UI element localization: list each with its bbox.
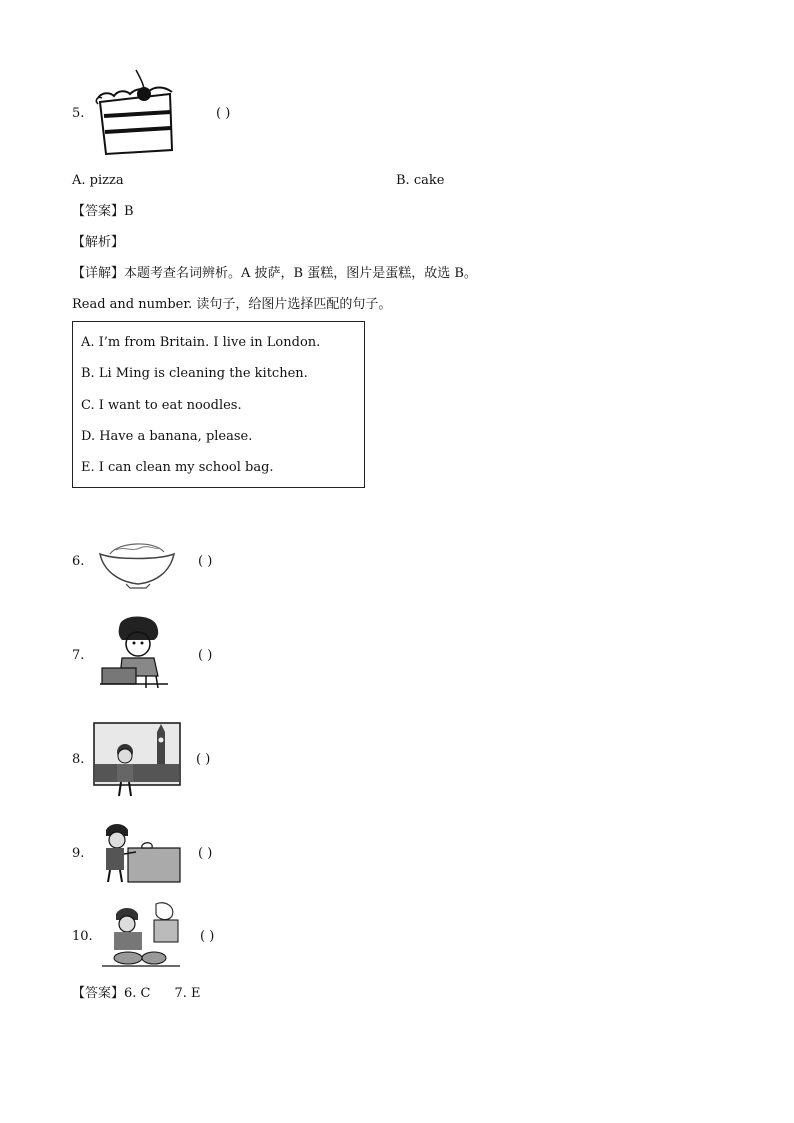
question-9-number: 9. xyxy=(72,846,85,861)
question-6-number: 6. xyxy=(72,554,85,569)
answer-value: B xyxy=(124,204,134,219)
cake-icon xyxy=(92,68,176,156)
answer-6: 6. C xyxy=(124,986,151,1001)
question-8-answer-blank: ( ) xyxy=(196,752,211,767)
sentence-d: D. Have a banana, please. xyxy=(81,429,253,444)
question-10-answer-blank: ( ) xyxy=(200,929,215,944)
detail-label: 【详解】 xyxy=(72,266,125,281)
detail-line xyxy=(72,266,477,282)
question-5-answer-blank: ( ) xyxy=(216,106,231,121)
option-b: B. cake xyxy=(396,173,445,188)
answer-label: 【答案】 xyxy=(72,204,125,219)
question-9-answer-blank: ( ) xyxy=(198,846,213,861)
london-boy-icon xyxy=(93,722,181,800)
sentence-b: B. Li Ming is cleaning the kitchen. xyxy=(81,366,308,381)
analysis-label: 【解析】 xyxy=(72,235,125,250)
boy-cleaning-kitchen-icon xyxy=(98,822,182,884)
question-5-number: 5. xyxy=(72,106,85,121)
answers-line xyxy=(72,986,201,1002)
question-7-answer-blank: ( ) xyxy=(198,648,213,663)
noodle-bowl-icon xyxy=(96,538,178,590)
question-10-number: 10. xyxy=(72,929,93,944)
question-7-number: 7. xyxy=(72,648,85,663)
sentence-e: E. I can clean my school bag. xyxy=(81,460,274,475)
boy-cleaning-bag-icon xyxy=(98,614,170,690)
question-6-answer-blank: ( ) xyxy=(198,554,213,569)
boy-with-food-icon xyxy=(98,900,184,970)
answers-label: 【答案】 xyxy=(72,986,125,1001)
answer-line xyxy=(72,204,134,220)
section-instruction: Read and number. 读句子，给图片选择匹配的句子。 xyxy=(72,297,392,312)
detail-text: 本题考查名词辨析。A 披萨，B 蛋糕，图片是蛋糕，故选 B。 xyxy=(124,266,477,281)
sentence-c: C. I want to eat noodles. xyxy=(81,398,242,413)
option-a: A. pizza xyxy=(72,173,124,188)
sentence-a: A. I’m from Britain. I live in London. xyxy=(81,335,321,350)
answer-7: 7. E xyxy=(174,986,201,1001)
question-8-number: 8. xyxy=(72,752,85,767)
sentence-box xyxy=(72,321,365,488)
